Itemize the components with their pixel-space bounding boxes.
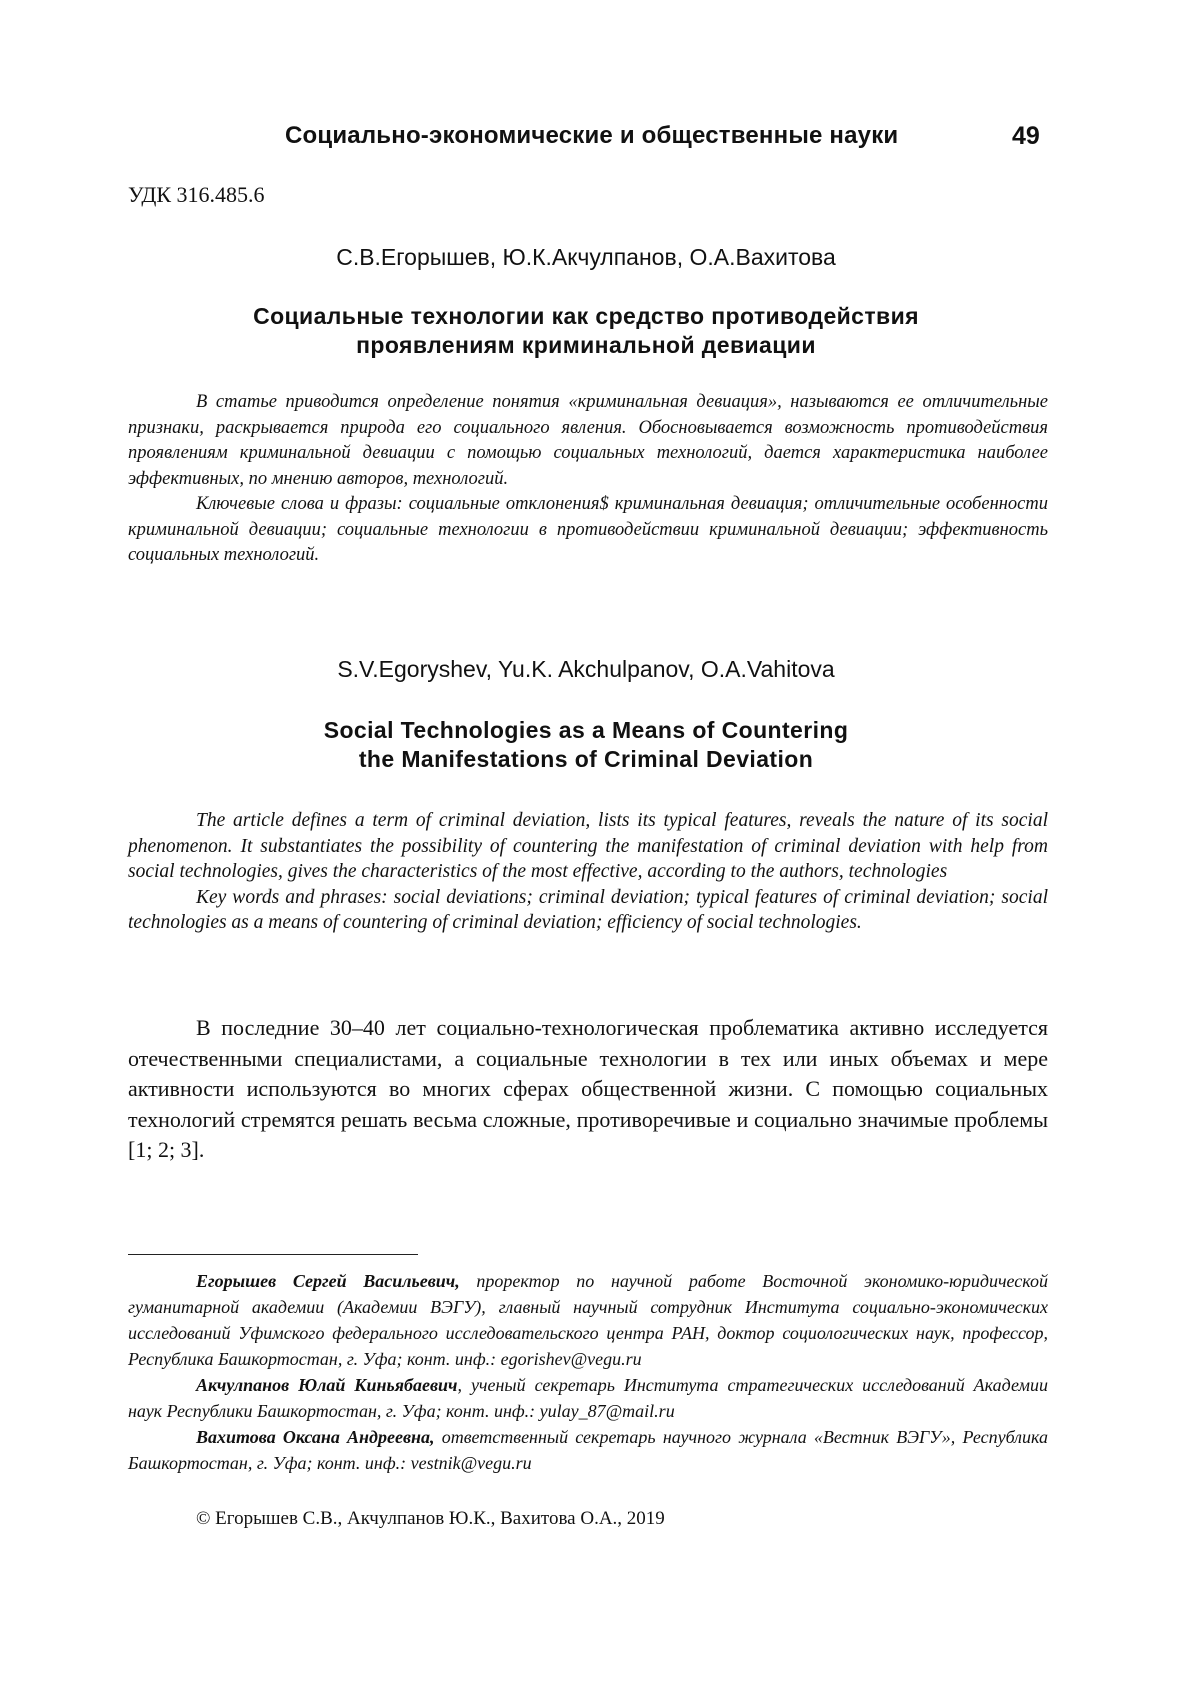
abstract-ru-text: В статье приводится определение понятия «криминальная девиация», называются ее отличительные признаки, раскрывается природа его социального явления. Обосновывается возможность противодействия проявлениям криминальной девиации с помощью социальных технологий, дается характеристика наиболее эффективных, по мнению авторов, технологий. xyxy=(128,392,1048,489)
article-title-en xyxy=(128,716,1044,774)
keywords-en: Key words and phrases: social deviations; criminal deviation; typical features of criminal deviation; social technologies as a means of countering of criminal deviation; efficiency of social technologies. xyxy=(128,886,1048,933)
title-ru-line-1: Социальные технологии как средство противодействия xyxy=(253,303,919,329)
title-en-line-2: the Manifestations of Criminal Deviation xyxy=(358,746,814,772)
footnote-author-1-text: проректор по научной работе Восточной экономико-юридической гуманитарной академии (Академии ВЭГУ), главный научный сотрудник Института социально-экономических исследований Уфимского федерального исследовательского центра РАН, доктор социологических наук, профессор, Республика Башкортостан, г. Уфа; конт. инф.: egorishev@vegu.ru xyxy=(128,1271,1049,1369)
abstract-ru xyxy=(128,390,1048,569)
footnote-author-2 xyxy=(128,1372,1048,1424)
udc-code: УДК 316.485.6 xyxy=(128,182,265,207)
footnote-author-3 xyxy=(128,1424,1048,1476)
keywords-ru: Ключевые слова и фразы: социальные отклонения$ криминальная девиация; отличительные особенности криминальной девиации; социальные технологии в противодействии криминальной девиации; эффективность социальных технологий. xyxy=(128,494,1048,565)
footnote-author-3-name: Вахитова Оксана Андреевна, xyxy=(196,1427,435,1447)
authors-ru: С.В.Егорышев, Ю.К.Акчулпанов, О.А.Вахитова xyxy=(336,244,836,270)
footnote-author-3-text: ответственный секретарь научного журнала «Вестник ВЭГУ», Республика Башкортостан, г. Уфа; конт. инф.: vestnik@vegu.ru xyxy=(128,1427,1048,1473)
footnote-author-2-name: Акчулпанов Юлай Киньябаевич xyxy=(196,1375,458,1395)
running-title: Социально-экономические и общественные науки xyxy=(285,122,899,149)
copyright-line: © Егорышев С.В., Акчулпанов Ю.К., Вахитова О.А., 2019 xyxy=(196,1508,665,1529)
body-paragraph: В последние 30–40 лет социально-технологическая проблематика активно исследуется отечественными специалистами, а социальные технологии в тех или иных объемах и мере активности используются во многих сферах общественной жизни. С помощью социальных технологий стремятся решать весьма сложные, противоречивые и социально значимые проблемы [1; 2; 3]. xyxy=(128,1015,1048,1162)
footnote-separator xyxy=(128,1254,418,1255)
article-title-ru xyxy=(128,302,1044,360)
title-ru-line-2: проявлениям криминальной девиации xyxy=(356,332,816,358)
author-footnotes xyxy=(128,1268,1048,1476)
footnote-author-1 xyxy=(128,1268,1048,1372)
abstract-en xyxy=(128,808,1048,936)
page-number: 49 xyxy=(1012,122,1040,150)
abstract-en-text: The article defines a term of criminal deviation, lists its typical features, reveals the nature of its social phenomenon. It substantiates the possibility of countering the manifestation of criminal deviation with help from social technologies, gives the characteristics of the most effective, according to the authors, technologies xyxy=(128,810,1048,882)
title-en-line-1: Social Technologies as a Means of Countering xyxy=(323,717,849,743)
footnote-author-1-name: Егорышев Сергей Васильевич, xyxy=(196,1271,460,1291)
body-text xyxy=(128,1013,1048,1166)
authors-en: S.V.Egoryshev, Yu.K. Akchulpanov, O.A.Vahitova xyxy=(337,656,835,682)
footnote-author-2-text: , ученый секретарь Института стратегических исследований Академии наук Республики Башкортостан, г. Уфа; конт. инф.: yulay_87@mail.ru xyxy=(128,1375,1048,1421)
